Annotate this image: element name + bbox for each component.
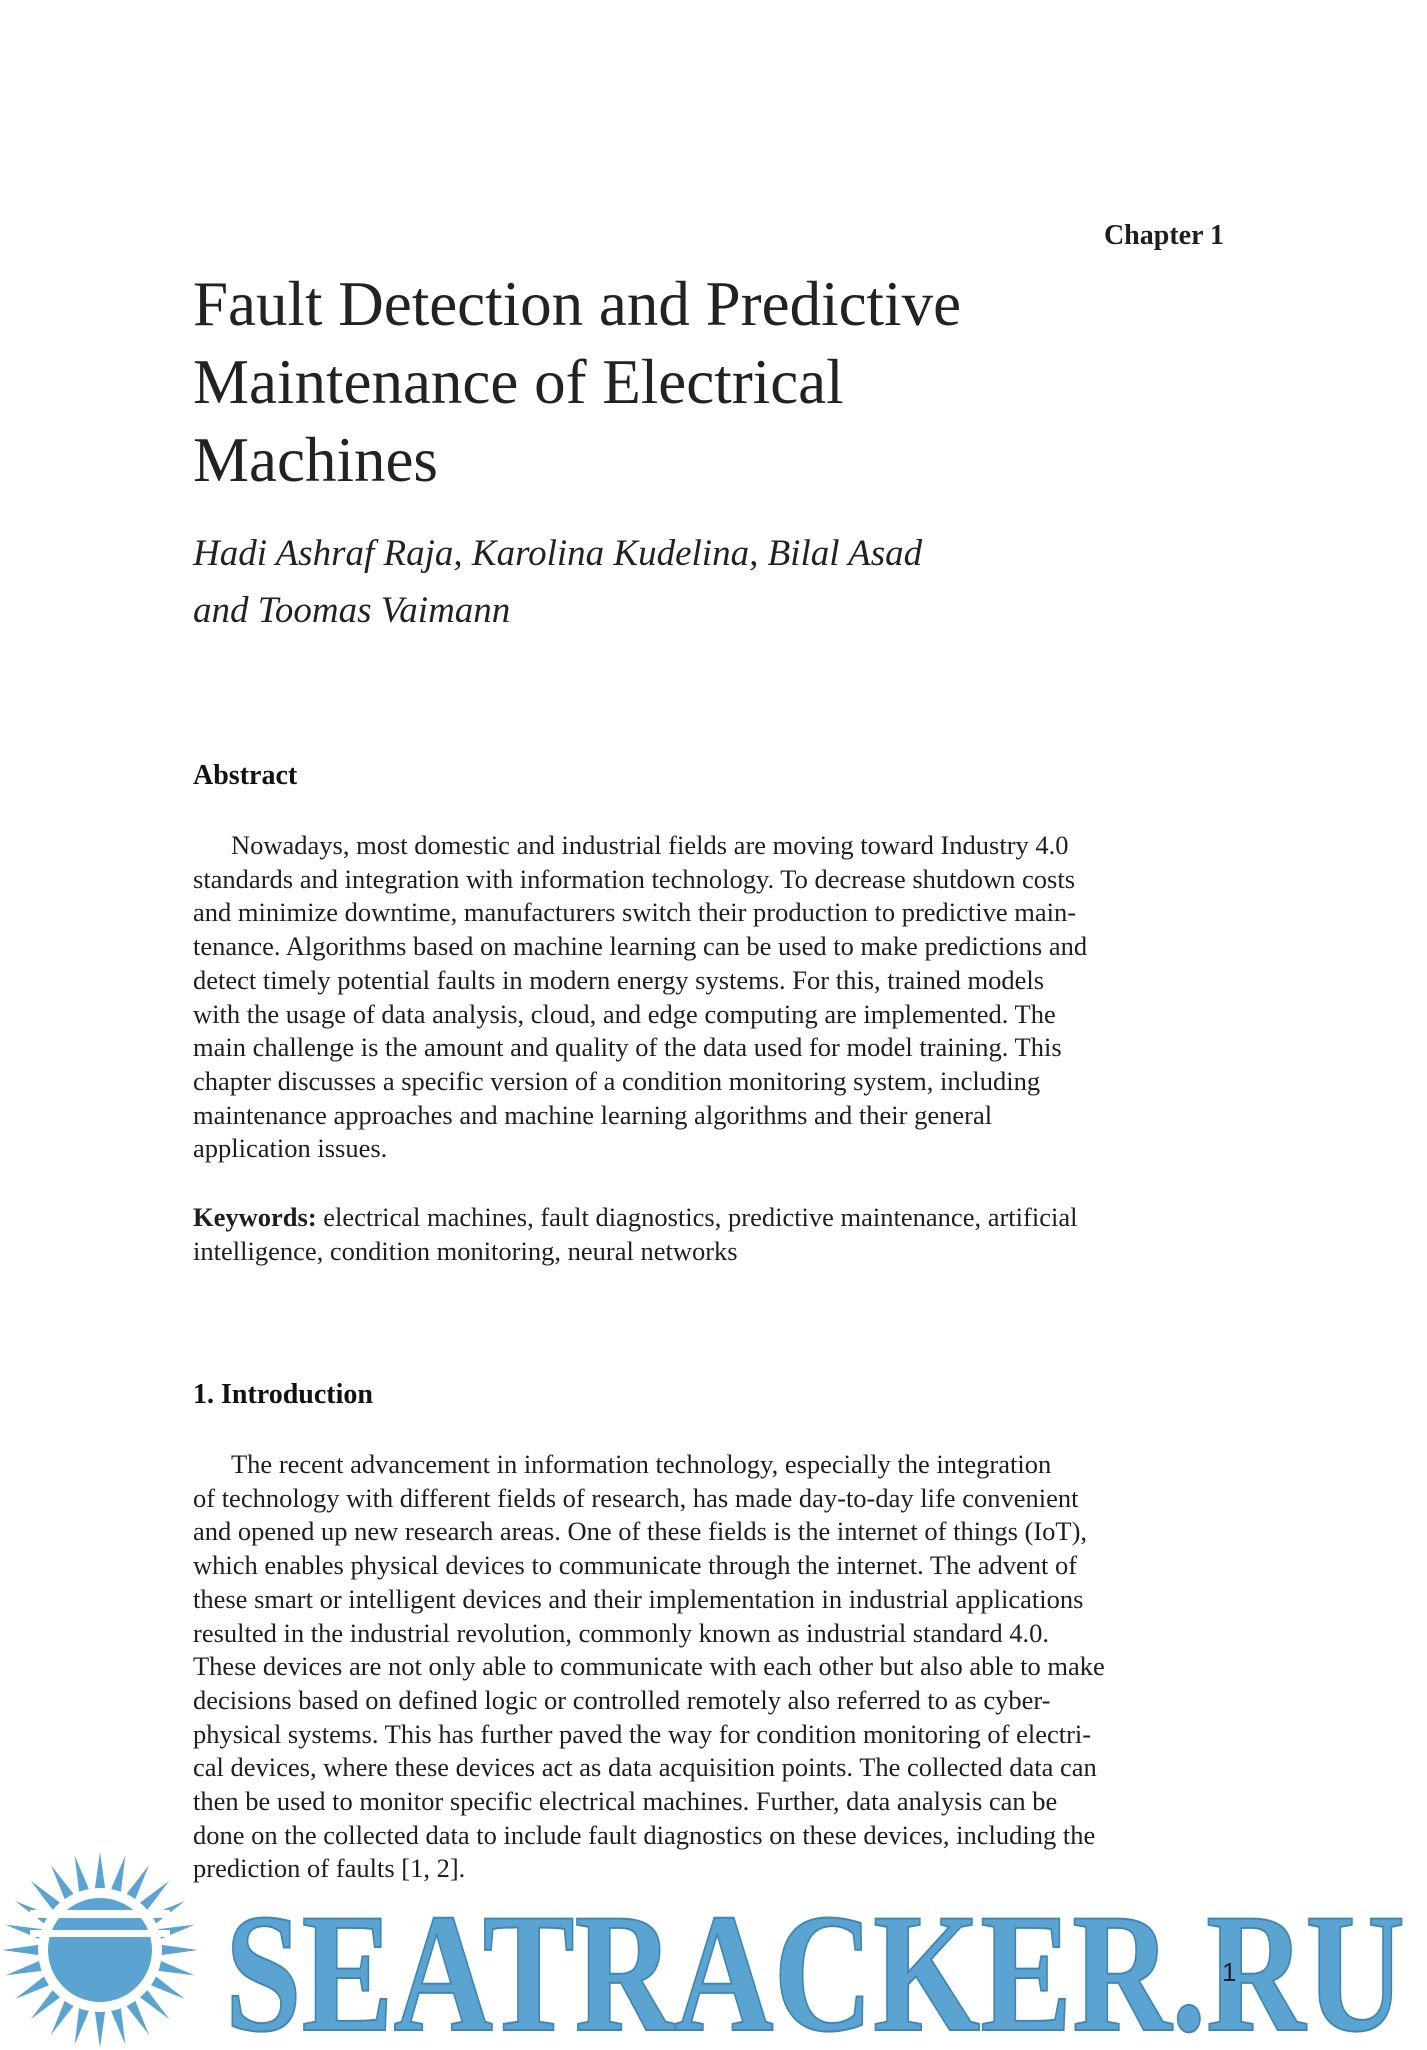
abstract-line: maintenance approaches and machine learning algorithms and their general [193, 1099, 993, 1130]
intro-line: prediction of faults [1, 2]. [193, 1853, 466, 1884]
abstract-line: with the usage of data analysis, cloud, and edge computing are implemented. The [193, 998, 1056, 1029]
sun-ray [5, 1960, 43, 1975]
keywords-text: electrical machines, fault diagnostics, predictive maintenance, artificial [316, 1202, 1078, 1232]
author-line: and Toomas Vaimann [193, 590, 511, 631]
intro-line: done on the collected data to include fault diagnostics on these devices, including the [193, 1819, 1096, 1850]
abstract-line: Nowadays, most domestic and industrial fields are moving toward Industry 4.0 [231, 830, 1069, 860]
abstract-line: application issues. [193, 1133, 388, 1164]
keywords-line [193, 1201, 1228, 1235]
keywords [193, 1201, 1228, 1268]
sun-ray [156, 1960, 194, 1975]
intro-line: physical systems. This has further paved the way for condition monitoring of electri- [193, 1718, 1092, 1749]
intro-line: resulted in the industrial revolution, commonly known as industrial standard 4.0. [193, 1617, 1049, 1648]
sun-ray [2, 1945, 40, 1956]
abstract-line: main challenge is the amount and quality of the data used for model training. This [193, 1032, 1062, 1063]
sun-ray [75, 1855, 90, 1893]
sun-ray [110, 1855, 125, 1893]
intro-line: These devices are not only able to communicate with each other but also able to make [193, 1651, 1105, 1682]
watermark [0, 1850, 1427, 2050]
title-line: Machines [193, 425, 438, 495]
sun-ray [160, 1945, 198, 1956]
intro-line: these smart or intelligent devices and their implementation in industrial applications [193, 1583, 1084, 1614]
chapter-label: Chapter 1 [1103, 220, 1224, 251]
introduction-body [193, 1448, 1228, 1886]
intro-line: The recent advancement in information technology, especially the integration [231, 1449, 1052, 1479]
abstract-line: detect timely potential faults in modern energy systems. For this, trained models [193, 964, 1045, 995]
sun-ray [95, 2010, 106, 2048]
abstract-line: chapter discusses a specific version of a condition monitoring system, including [193, 1065, 1041, 1096]
sun-ray [110, 2006, 125, 2044]
authors [193, 525, 1213, 639]
sun-logo-icon [2, 1852, 198, 2048]
intro-line: then be used to monitor specific electrical machines. Further, data analysis can be [193, 1786, 1058, 1817]
intro-line: cal devices, where these devices act as data acquisition points. The collected data can [193, 1752, 1097, 1783]
keywords-label: Keywords: [193, 1202, 317, 1232]
sun-ray [75, 2006, 90, 2044]
author-line: Hadi Ashraf Raja, Karolina Kudelina, Bilal Asad [193, 533, 923, 574]
title-line: Fault Detection and Predictive [193, 269, 962, 339]
intro-line: decisions based on defined logic or controlled remotely also referred to as cyber- [193, 1684, 1051, 1715]
abstract-line: tenance. Algorithms based on machine learning can be used to make predictions and [193, 931, 1088, 962]
page-number: 1 [1222, 1957, 1237, 1987]
abstract-body [193, 829, 1228, 1166]
intro-line: which enables physical devices to communicate through the internet. The advent of [193, 1550, 1078, 1581]
keywords-line: intelligence, condition monitoring, neural networks [193, 1235, 738, 1266]
title-line: Maintenance of Electrical [193, 347, 844, 417]
watermark-text: SEATRACKER.RU [225, 1879, 1405, 2050]
chapter-title [193, 265, 1213, 499]
abstract-line: and minimize downtime, manufacturers switch their production to predictive main- [193, 897, 1077, 928]
abstract-heading: Abstract [193, 760, 298, 791]
sun-ray [95, 1852, 106, 1890]
introduction-heading: 1. Introduction [193, 1379, 373, 1410]
intro-line: of technology with different fields of research, has made day-to-day life convenient [193, 1482, 1079, 1513]
intro-line: and opened up new research areas. One of these fields is the internet of things (IoT), [193, 1516, 1088, 1547]
abstract-line: standards and integration with information technology. To decrease shutdown costs [193, 863, 1076, 894]
